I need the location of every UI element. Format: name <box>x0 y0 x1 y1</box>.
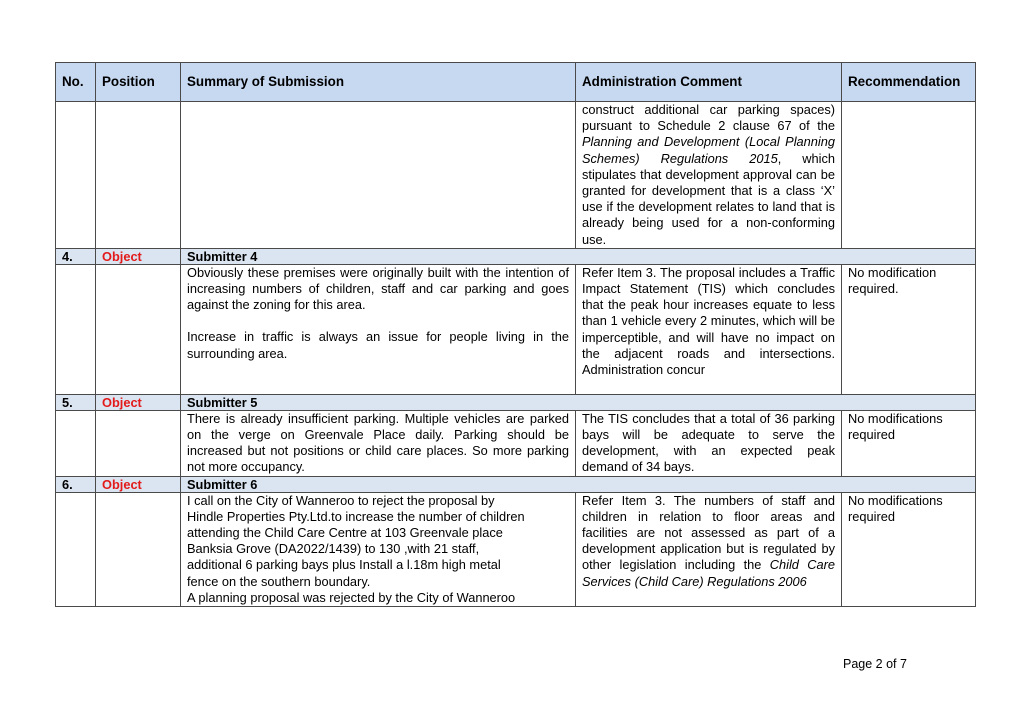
cell-empty <box>56 410 96 476</box>
cell-empty <box>96 102 181 249</box>
submission-summary <box>181 410 576 476</box>
summary-line: attending the Child Care Centre at 103 Greenvale place <box>187 525 503 541</box>
summary-line: Banksia Grove (DA2022/1439) to 130 ,with 21 staff, <box>187 541 480 557</box>
summary-paragraph: There is already insufficient parking. Multiple vehicles are parked on the verge on Greenvale Place daily. Parking should be increased but not positions or child care places. So more parking not more occupancy. <box>187 410 569 475</box>
submission-number: 4. <box>56 248 96 264</box>
header-position: Position <box>96 63 181 102</box>
text-run: construct additional car parking spaces) pursuant to Schedule 2 clause 67 of the <box>582 102 835 134</box>
submitter-name: Submitter 6 <box>181 476 976 492</box>
submitter-name: Submitter 4 <box>181 248 976 264</box>
text-run: Refer Item 3. The proposal includes a Traffic Impact Statement (TIS) which concludes that the peak hour increases equate to less than 1 vehicle every 2 minutes, which will be imperceptible, and will have no impact on the adjacent roads and intersections. Administration concur <box>582 264 835 378</box>
submission-position: Object <box>96 248 181 264</box>
administration-comment <box>576 410 842 476</box>
italic-text-run: Planning and Development (Local Planning Schemes) Regulations 2015 <box>582 134 835 166</box>
cell-empty <box>56 492 96 606</box>
text-run: Refer Item 3. The numbers of staff and children in relation to floor areas and facilities are not assessed as part of a development application but is regulated by other legislation including the <box>582 492 835 573</box>
recommendation: No modification required. <box>842 264 976 394</box>
summary-line: Hindle Properties Pty.Ltd.to increase the number of children <box>187 508 525 524</box>
cell-empty <box>842 102 976 249</box>
recommendation: No modifications required <box>842 492 976 606</box>
page-number: Page 2 of 7 <box>843 657 907 671</box>
summary-line: I call on the City of Wanneroo to reject the proposal by <box>187 492 495 508</box>
italic-text-run: Child Care Services (Child Care) Regulations 2006 <box>582 557 835 589</box>
submission-position: Object <box>96 394 181 410</box>
header-recommendation: Recommendation <box>842 63 976 102</box>
summary-line: fence on the southern boundary. <box>187 573 371 589</box>
cell-empty <box>96 492 181 606</box>
cell-empty <box>181 102 576 249</box>
submissions-table <box>55 62 976 607</box>
recommendation: No modifications required <box>842 410 976 476</box>
text-run: The TIS concludes that a total of 36 parking bays will be adequate to serve the development, with an expected peak demand of 34 bays. <box>582 410 835 475</box>
cell-empty <box>56 102 96 249</box>
cell-empty <box>96 264 181 394</box>
header-summary: Summary of Submission <box>181 63 576 102</box>
submission-summary <box>181 492 576 606</box>
header-no: No. <box>56 63 96 102</box>
submission-4-body <box>56 264 976 394</box>
cell-empty <box>96 410 181 476</box>
continuation-comment <box>576 102 842 249</box>
submission-summary <box>181 264 576 394</box>
table-header-row <box>56 63 976 102</box>
submission-4-header <box>56 248 976 264</box>
summary-paragraph: Increase in traffic is always an issue for people living in the surrounding area. <box>187 329 569 361</box>
cell-empty <box>56 264 96 394</box>
summary-line: A planning proposal was rejected by the City of Wanneroo <box>187 589 516 605</box>
header-comment: Administration Comment <box>576 63 842 102</box>
submission-5-header <box>56 394 976 410</box>
summary-line: additional 6 parking bays plus Install a l.18m high metal <box>187 557 501 573</box>
submission-6-header <box>56 476 976 492</box>
submission-position: Object <box>96 476 181 492</box>
submission-number: 5. <box>56 394 96 410</box>
administration-comment <box>576 492 842 606</box>
submission-6-body <box>56 492 976 606</box>
continuation-row <box>56 102 976 249</box>
submitter-name: Submitter 5 <box>181 394 976 410</box>
submission-number: 6. <box>56 476 96 492</box>
summary-paragraph: Obviously these premises were originally built with the intention of increasing numbers of children, staff and car parking and goes against the zoning for this area. <box>187 264 569 313</box>
submission-5-body <box>56 410 976 476</box>
administration-comment <box>576 264 842 394</box>
text-run: , which stipulates that development approval can be granted for development that is a class ‘X’ use if the development relates to land that is already being used for a non-conforming use. <box>582 150 835 247</box>
